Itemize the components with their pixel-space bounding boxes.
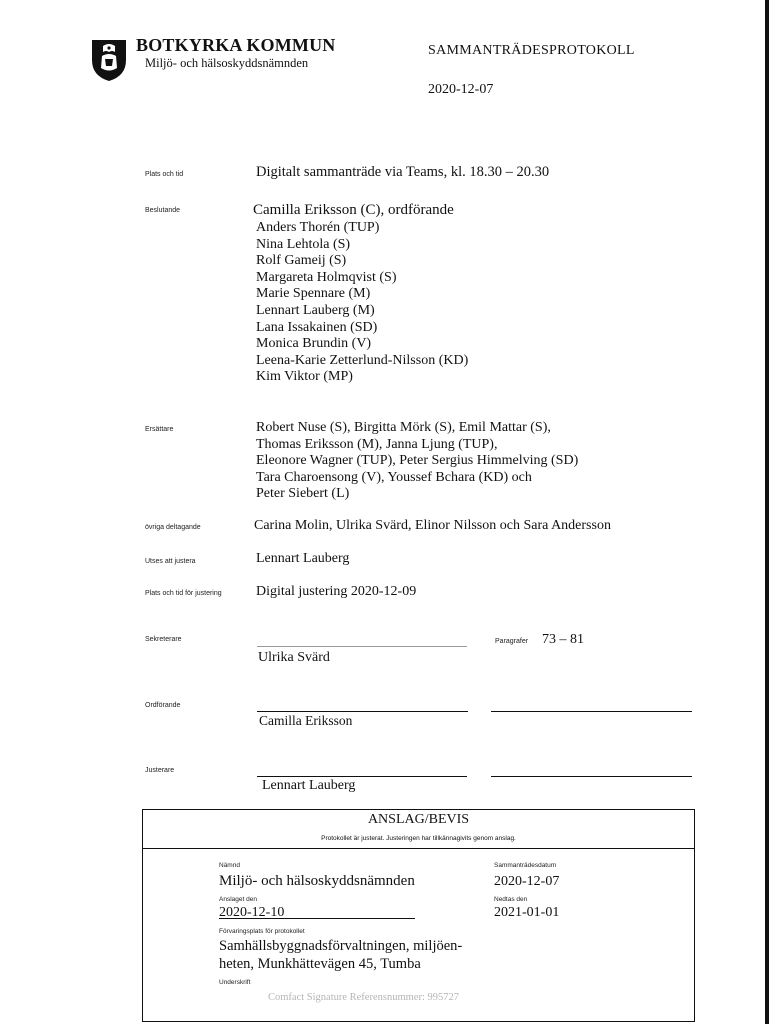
ordforande-label: Ordförande [145,702,181,709]
beslutande-member: Leena-Karie Zetterlund-Nilsson (KD) [256,352,469,368]
anslag-note: Protokollet är justerat. Justeringen har tillkännagivits genom anslag. [321,835,516,842]
beslutande-member: Nina Lehtola (S) [256,236,351,252]
justerare-label: Justerare [145,767,175,774]
ersattare-line: Peter Siebert (L) [256,486,350,501]
ersattare-label: Ersättare [145,426,174,433]
ordforande-signature-line [257,711,468,712]
beslutande-member: Lana Issakainen (SD) [256,319,378,335]
ersattare-line: Tara Charoensong (V), Youssef Bchara (KD) och [256,469,532,485]
underskrift-label: Underskrift [219,979,251,986]
justerare-signature-line [257,776,467,777]
ordforande-name: Camilla Eriksson [259,713,353,728]
beslutande-member: Anders Thorén (TUP) [256,220,380,235]
committee-name: Miljö- och hälsoskyddsnämnden [145,56,309,70]
document-date: 2020-12-07 [428,82,494,97]
beslutande-member: Rolf Gameij (S) [256,253,347,269]
forvaring-line: heten, Munkhättevägen 45, Tumba [219,956,421,972]
beslutande-chair: Camilla Eriksson (C), ordförande [253,202,454,218]
plats-value: Digitalt sammanträde via Teams, kl. 18.30 – 20.30 [256,164,550,180]
justerare-name: Lennart Lauberg [262,778,356,793]
anslaget-value: 2020-12-10 [219,905,285,920]
plats-label: Plats och tid [145,171,184,178]
utses-label: Utses att justera [145,558,196,565]
beslutande-member: Marie Spennare (M) [256,286,371,302]
sekreterare-label: Sekreterare [145,636,182,643]
paragrafer-label: Paragrafer [495,638,529,645]
forvaring-line: Samhällsbyggnadsförvaltningen, miljöen- [219,938,463,954]
coat-of-arms-logo [90,38,128,82]
namnd-value: Miljö- och hälsoskyddsnämnden [219,873,415,889]
signature-reference: Comfact Signature Referensnummer: 995727 [268,992,459,1003]
paragrafer-value: 73 – 81 [542,632,584,647]
ersattare-line: Eleonore Wagner (TUP), Peter Sergius Himmelving (SD) [256,453,579,468]
anslag-title: ANSLAG/BEVIS [367,812,470,827]
justering-value: Digital justering 2020-12-09 [256,584,417,599]
sammantradesdatum-label: Sammanträdesdatum [494,862,557,869]
justering-label: Plats och tid för justering [145,590,222,597]
ersattare-line: Thomas Eriksson (M), Janna Ljung (TUP), [256,436,498,452]
justerare-signature-line-2 [491,776,692,777]
anslag-bevis-box [142,809,695,1022]
beslutande-member: Kim Viktor (MP) [256,369,353,385]
ersattare-line: Robert Nuse (S), Birgitta Mörk (S), Emil Mattar (S), [256,420,551,435]
page-edge-border [765,0,769,1024]
ordforande-signature-line-2 [491,711,692,712]
document-type: SAMMANTRÄDESPROTOKOLL [428,43,635,58]
sekreterare-signature-line [257,646,467,647]
organization-name: BOTKYRKA KOMMUN [136,35,336,55]
beslutande-member: Lennart Lauberg (M) [256,302,375,318]
anslag-divider [143,848,694,849]
anslaget-label: Anslaget den [219,896,257,903]
nedtas-value: 2021-01-01 [494,905,560,920]
nedtas-label: Nedtas den [494,896,528,903]
beslutande-member: Margareta Holmqvist (S) [256,269,397,285]
utses-value: Lennart Lauberg [256,551,350,566]
namnd-label: Nämnd [219,862,240,869]
sammantradesdatum-value: 2020-12-07 [494,874,560,889]
sekreterare-name: Ulrika Svärd [258,650,330,665]
forvaring-label: Förvaringsplats för protokollet [219,928,305,935]
beslutande-member: Monica Brundin (V) [256,336,372,352]
beslutande-list [256,220,468,386]
ovriga-value: Carina Molin, Ulrika Svärd, Elinor Nilsson och Sara Andersson [254,518,611,533]
beslutande-label: Beslutande [145,207,181,214]
anslaget-underline [219,918,415,919]
ovriga-label: övriga deltagande [145,524,201,531]
